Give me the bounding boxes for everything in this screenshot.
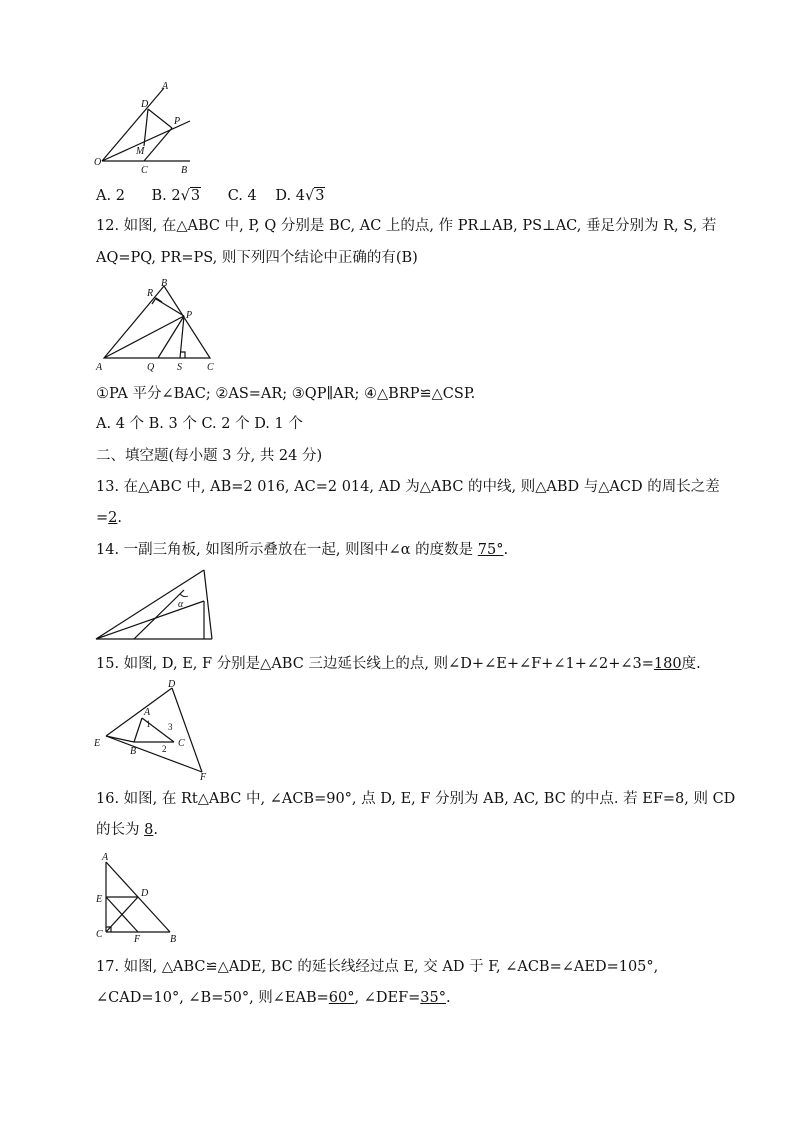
label-R: R bbox=[147, 288, 154, 299]
label-B: B bbox=[130, 746, 137, 757]
label-B: B bbox=[181, 165, 188, 176]
alpha-label: α bbox=[178, 599, 184, 610]
label-C: C bbox=[96, 929, 103, 940]
label-F: F bbox=[200, 772, 207, 783]
q15-text: 15. 如图, D, E, F 分别是△ABC 三边延长线上的点, 则∠D+∠E+∠F+∠1+∠2+∠3=180度. bbox=[96, 656, 701, 672]
q13-line2: =2. bbox=[96, 510, 122, 526]
label-F: F bbox=[134, 934, 141, 945]
q16-line2: 的长为 8. bbox=[96, 822, 158, 838]
label-O: O bbox=[94, 157, 102, 168]
q17-answer-def: 35° bbox=[420, 990, 446, 1006]
q14-answer: 75° bbox=[477, 542, 504, 558]
q11-option-a: A. 2 bbox=[96, 188, 125, 204]
section-title: 二、填空题(每小题 3 分, 共 24 分) bbox=[96, 448, 323, 464]
q13-answer: 2 bbox=[108, 510, 118, 526]
q11-options bbox=[96, 186, 325, 206]
label-P: P bbox=[174, 116, 181, 127]
figure-q14 bbox=[96, 570, 216, 642]
figure-q15 bbox=[94, 678, 214, 783]
label-E: E bbox=[94, 738, 101, 749]
q12-line2: AQ=PQ, PR=PS, 则下列四个结论中正确的有(B) bbox=[96, 250, 418, 266]
label-C: C bbox=[178, 738, 185, 749]
figure-q11 bbox=[90, 80, 200, 175]
q17-line1: 17. 如图, △ABC≌△ADE, BC 的延长线经过点 E, 交 AD 于 F, ∠ACB=∠AED=105°, bbox=[96, 959, 659, 975]
angle-2-label: 2 bbox=[162, 744, 167, 754]
label-P: P bbox=[186, 310, 193, 321]
figure-q12 bbox=[96, 276, 226, 376]
q11-option-d: D. 4√3 bbox=[275, 188, 325, 204]
label-D: D bbox=[141, 888, 149, 899]
q11-option-c: C. 4 bbox=[227, 188, 257, 204]
q12-options: A. 4 个 B. 3 个 C. 2 个 D. 1 个 bbox=[96, 416, 303, 432]
q17-answer-eab: 60° bbox=[328, 990, 355, 1006]
angle-1-label: 1 bbox=[146, 719, 151, 729]
label-C: C bbox=[141, 165, 148, 176]
label-A: A bbox=[96, 362, 103, 373]
label-A: A bbox=[144, 707, 151, 718]
q12-line1: 12. 如图, 在△ABC 中, P, Q 分别是 BC, AC 上的点, 作 PR⊥AB, PS⊥AC, 垂足分别为 R, S, 若 bbox=[96, 218, 717, 234]
q16-answer: 8 bbox=[144, 822, 154, 838]
q14-text: 14. 一副三角板, 如图所示叠放在一起, 则图中∠α 的度数是 75°. bbox=[96, 542, 509, 558]
label-S: S bbox=[177, 362, 182, 373]
angle-3-label: 3 bbox=[168, 722, 173, 732]
q17-line2: ∠CAD=10°, ∠B=50°, 则∠EAB=60°, ∠DEF=35°. bbox=[96, 990, 451, 1006]
q11-option-b: B. 2√3 bbox=[151, 188, 201, 204]
label-M: M bbox=[136, 146, 145, 157]
label-Q: Q bbox=[147, 362, 155, 373]
q12-statements: ①PA 平分∠BAC; ②AS=AR; ③QP∥AR; ④△BRP≌△CSP. bbox=[96, 386, 476, 402]
label-C: C bbox=[207, 362, 214, 373]
label-E: E bbox=[96, 894, 103, 905]
label-D: D bbox=[168, 679, 176, 690]
label-B: B bbox=[170, 934, 177, 945]
q13-line1: 13. 在△ABC 中, AB=2 016, AC=2 014, AD 为△ABC 的中线, 则△ABD 与△ACD 的周长之差 bbox=[96, 479, 720, 495]
label-A: A bbox=[102, 852, 109, 863]
figure-q16 bbox=[94, 850, 184, 945]
q16-line1: 16. 如图, 在 Rt△ABC 中, ∠ACB=90°, 点 D, E, F 分别为 AB, AC, BC 的中点. 若 EF=8, 则 CD bbox=[96, 791, 736, 807]
label-D: D bbox=[141, 99, 149, 110]
q15-answer: 180 bbox=[653, 656, 682, 672]
label-B: B bbox=[161, 278, 168, 289]
label-A: A bbox=[162, 81, 169, 92]
